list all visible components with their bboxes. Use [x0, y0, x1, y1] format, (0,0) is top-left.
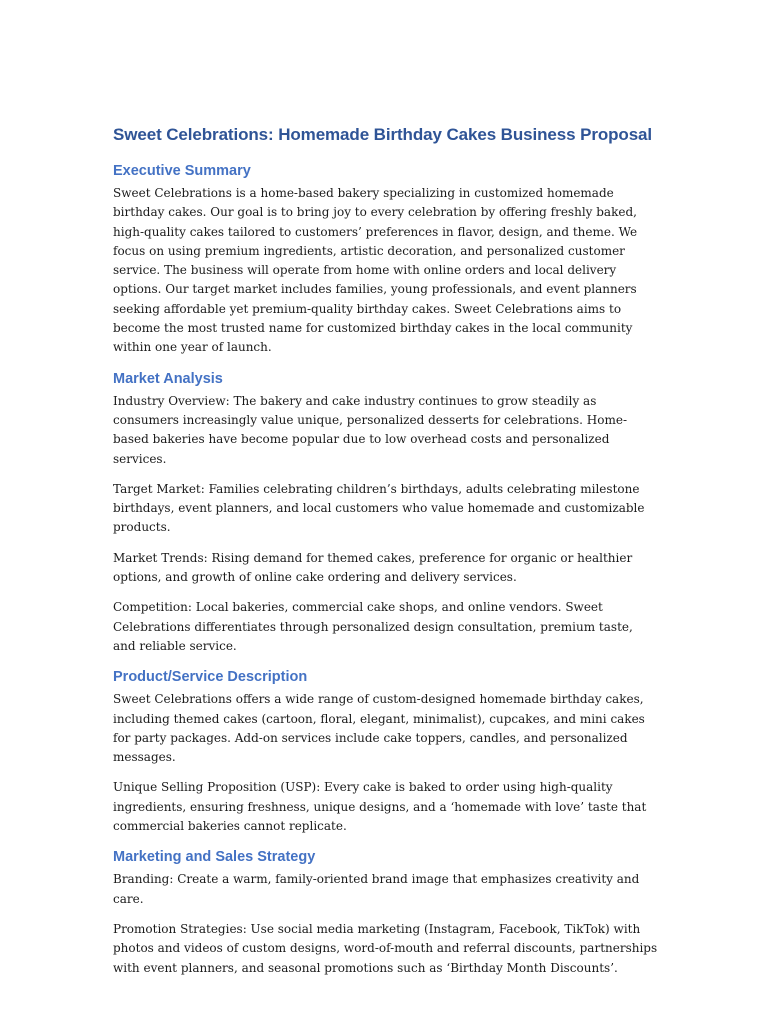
- document-title: Sweet Celebrations: Homemade Birthday Cakes Business Proposal: [113, 125, 653, 144]
- section-heading: Marketing and Sales Strategy: [113, 849, 316, 866]
- paragraph: Branding: Create a warm, family-oriented brand image that emphasizes creativity and care.: [113, 872, 640, 906]
- paragraph: Sweet Celebrations offers a wide range of custom-designed homemade birthday cakes, including themed cakes (cartoon, floral, elegant, minimalist), cupcakes, and mini cakes for party packages. Add-on services include cake toppers, candles, and personalized messages.: [113, 692, 645, 765]
- paragraph: Market Trends: Rising demand for themed cakes, preference for organic or healthier options, and growth of online cake ordering and delivery services.: [113, 550, 633, 585]
- paragraph: Promotion Strategies: Use social media marketing (Instagram, Facebook, TikTok) with photos and videos of custom designs, word-of-mouth and referral discounts, partnerships with event planners, and seasonal promotions such as ‘Birthday Month Discounts’.: [113, 921, 658, 975]
- section-product-service-description: [113, 667, 658, 836]
- paragraph: Sweet Celebrations is a home-based bakery specializing in customized homemade birthday cakes. Our goal is to bring joy to every celebration by offering freshly baked, high-quality cakes tailored to customers’ preferences in flavor, design, and theme. We focus on using premium ingredients, artistic decoration, and personalized customer service. The business will operate from home with online orders and local delivery options. Our target market includes families, young professionals, and event planners seeking affordable yet premium-quality birthday cakes. Sweet Celebrations aims to become the most trusted name for customized birthday cakes in the local community within one year of launch.: [113, 186, 638, 355]
- paragraph: Target Market: Families celebrating children’s birthdays, adults celebrating milestone birthdays, event planners, and local customers who value homemade and customizable products.: [113, 481, 645, 535]
- section-heading: Product/Service Description: [113, 669, 308, 686]
- paragraph: Competition: Local bakeries, commercial cake shops, and online vendors. Sweet Celebrations differentiates through personalized design consultation, premium taste, and reliable service.: [113, 600, 633, 653]
- section-heading: Executive Summary: [113, 163, 251, 179]
- section-executive-summary: [113, 161, 658, 358]
- section-marketing-and-sales-strategy: [113, 847, 658, 977]
- paragraph: Industry Overview: The bakery and cake industry continues to grow steadily as consumers increasingly value unique, personalized desserts for celebrations. Home-based bakeries have become popular due to low overhead costs and personalized services.: [113, 393, 628, 466]
- section-heading: Market Analysis: [113, 370, 223, 387]
- paragraph: Unique Selling Proposition (USP): Every cake is baked to order using high-quality ingredients, ensuring freshness, unique designs, and a ‘homemade with love’ taste that commercial bakeries cannot replicate.: [113, 780, 647, 834]
- section-market-analysis: [113, 369, 658, 657]
